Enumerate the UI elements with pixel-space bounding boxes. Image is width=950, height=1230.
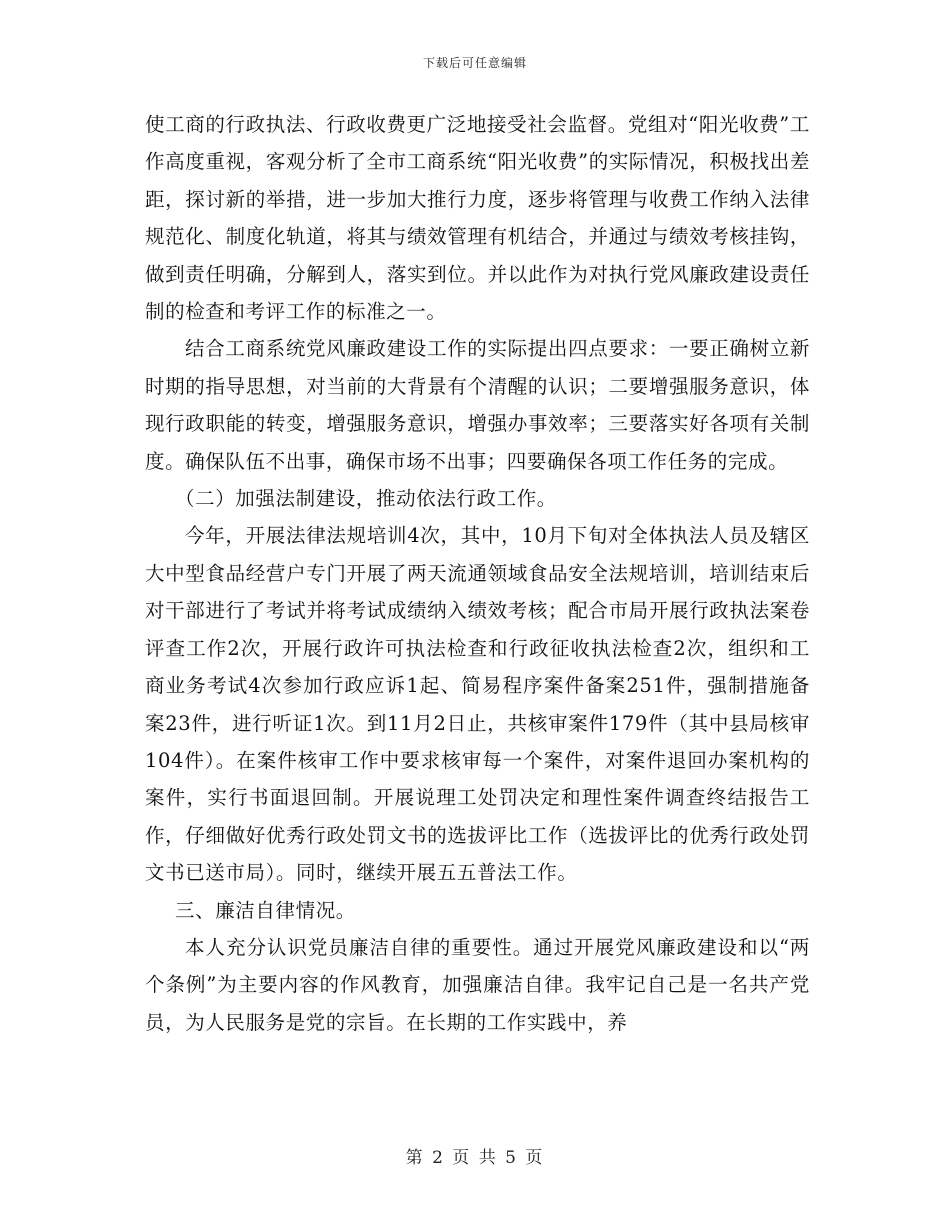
page-footer: 第 2 页 共 5 页 [405, 1148, 545, 1168]
document-body [145, 106, 810, 1041]
section-heading-self-discipline: 三、廉洁自律情况。 [175, 898, 356, 922]
paragraph-four-requirements: 结合工商系统党风廉政建设工作的实际提出四点要求：一要正确树立新时期的指导思想，对当前的大背景有个清醒的认识；二要增强服务意识，体现行政职能的转变，增强服务意识，增强办事效率；三要落实好各项有关制度。确保队伍不出事，确保市场不出事；四要确保各项工作任务的完成。 [145, 337, 810, 473]
page-header: 下载后可任意编辑 [422, 56, 527, 70]
paragraph-self-discipline: 本人充分认识党员廉洁自律的重要性。通过开展党风廉政建设和以“两个条例”为主要内容的作风教育，加强廉洁自律。我牢记自己是一名共产党员，为人民服务是党的宗旨。在长期的工作实践中，养 [145, 935, 810, 1034]
section-heading-legal-construction: （二）加强法制建设，推动依法行政工作。 [175, 487, 557, 511]
paragraph-sunshine-fees: 使工商的行政执法、行政收费更广泛地接受社会监督。党组对“阳光收费”工作高度重视，客观分析了全市工商系统“阳光收费”的实际情况，积极找出差距，探讨新的举措，进一步加大推行力度，逐步将管理与收费工作纳入法律规范化、制度化轨道，将其与绩效管理有机结合，并通过与绩效考核挂钩，做到责任明确，分解到人，落实到位。并以此作为对执行党风廉政建设责任制的检查和考评工作的标准之一。 [145, 113, 810, 324]
paragraph-legal-training: 今年，开展法律法规培训4次，其中，10月下旬对全体执法人员及辖区大中型食品经营户专门开展了两天流通领域食品安全法规培训，培训结束后对干部进行了考试并将考试成绩纳入绩效考核；配合市局开展行政执法案卷评查工作2次，开展行政许可执法检查和行政征收执法检查2次，组织和工商业务考试4次参加行政应诉1起、简易程序案件备案251件，强制措施备案23件，进行听证1次。到11月2日止，共核审案件179件（其中县局核审104件）。在案件核审工作中要求核审每一个案件，对案件退回办案机构的案件，实行书面退回制。开展说理工处罚决定和理性案件调查终结报告工作，仔细做好优秀行政处罚文书的选拔评比工作（选拔评比的优秀行政处罚文书已送市局）。同时，继续开展五五普法工作。 [145, 524, 810, 885]
